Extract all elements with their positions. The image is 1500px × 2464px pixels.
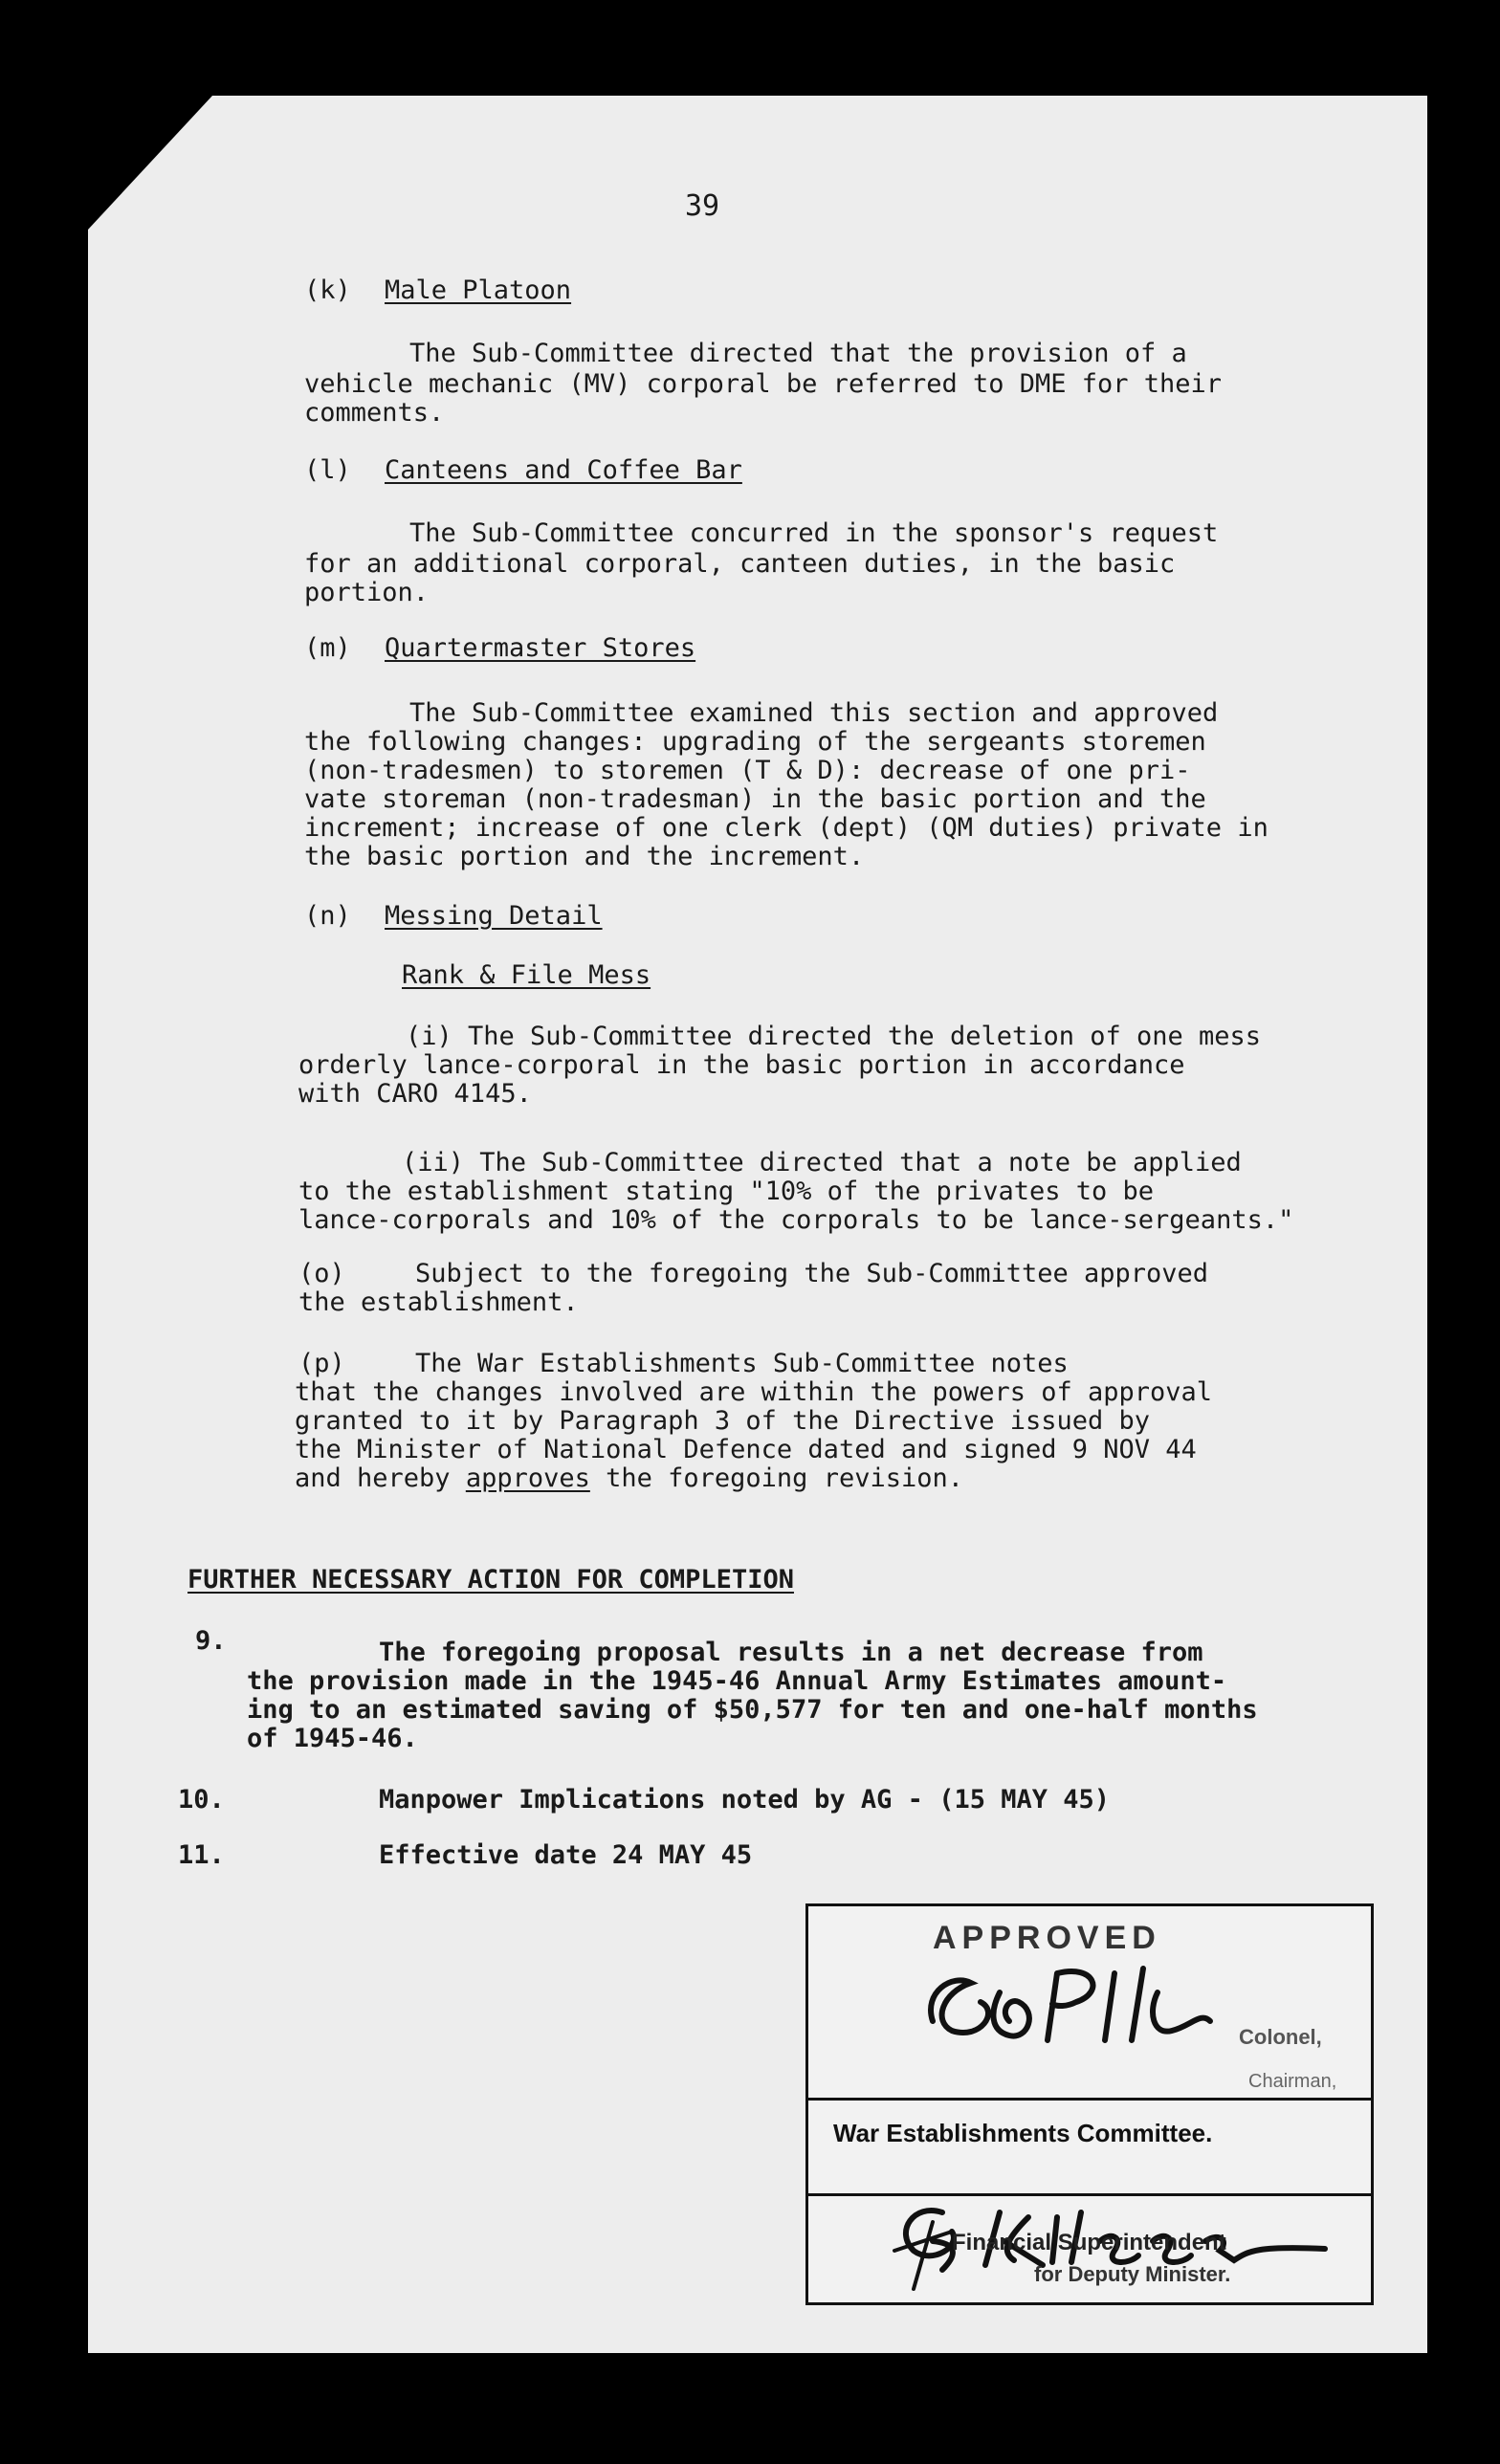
- section-m-line: increment; increase of one clerk (dept) (QM duties) private in: [304, 813, 1268, 843]
- section-p-last-line: [295, 1463, 963, 1494]
- section-o-line: the establishment.: [298, 1287, 579, 1317]
- section-n-marker: (n): [304, 901, 351, 931]
- further-action-heading: FURTHER NECESSARY ACTION FOR COMPLETION: [188, 1565, 794, 1595]
- section-l-line: portion.: [304, 578, 430, 607]
- section-l-heading: Canteens and Coffee Bar: [385, 455, 742, 485]
- section-m-marker: (m): [304, 633, 351, 663]
- stamp-deputy-label: for Deputy Minister.: [1034, 2262, 1231, 2286]
- section-n-i-line: orderly lance-corporal in the basic portion in accordance: [298, 1050, 1185, 1080]
- approves-underlined: approves: [465, 1463, 590, 1493]
- section-p-marker: (p): [298, 1349, 345, 1378]
- section-l-line: for an additional corporal, canteen duties, in the basic: [304, 549, 1176, 579]
- section-k-line: comments.: [304, 398, 445, 428]
- section-n-i-line: with CARO 4145.: [298, 1079, 532, 1109]
- stamp-chairman-label: Chairman,: [1248, 2071, 1337, 2092]
- section-l-line: The Sub-Committee concurred in the sponsor's request: [409, 518, 1219, 548]
- para-9-line: The foregoing proposal results in a net decrease from: [379, 1638, 1203, 1667]
- section-p-line: The War Establishments Sub-Committee notes: [415, 1349, 1069, 1378]
- section-l-marker: (l): [304, 455, 351, 485]
- section-m-line: The Sub-Committee examined this section and approved: [409, 698, 1219, 728]
- section-m-heading: Quartermaster Stores: [385, 633, 696, 663]
- para-9-line: ing to an estimated saving of $50,577 for ten and one-half months: [247, 1695, 1258, 1725]
- page-number: 39: [685, 189, 720, 223]
- para-11-number: 11.: [178, 1840, 225, 1870]
- para-11-text: Effective date 24 MAY 45: [379, 1840, 753, 1870]
- section-n-ii-line: (ii) The Sub-Committee directed that a note be applied: [402, 1148, 1242, 1177]
- section-n-ii-line: to the establishment stating "10% of the privates to be: [298, 1177, 1155, 1206]
- para-10-number: 10.: [178, 1785, 225, 1815]
- section-o-line: Subject to the foregoing the Sub-Committee approved: [415, 1259, 1209, 1288]
- para-10-text: Manpower Implications noted by AG - (15 MAY 45): [379, 1785, 1111, 1815]
- chairman-signature: [914, 1954, 1220, 2069]
- section-k-line: vehicle mechanic (MV) corporal be referred to DME for their: [304, 369, 1223, 399]
- stamp-financial-label: Financial Superintendent: [952, 2230, 1226, 2255]
- section-k-heading: Male Platoon: [385, 275, 572, 305]
- para-9-line: of 1945-46.: [247, 1724, 418, 1753]
- section-n-subheading: Rank & File Mess: [402, 960, 651, 990]
- stamp-committee-label: War Establishments Committee.: [833, 2119, 1213, 2147]
- section-p-line: granted to it by Paragraph 3 of the Directive issued by: [295, 1406, 1151, 1436]
- section-p-last-pre: and hereby: [295, 1463, 466, 1493]
- para-9-number: 9.: [195, 1626, 227, 1656]
- section-m-line: the following changes: upgrading of the sergeants storemen: [304, 727, 1206, 757]
- section-k-marker: (k): [304, 275, 351, 305]
- section-n-heading: Messing Detail: [385, 901, 603, 931]
- section-m-line: the basic portion and the increment.: [304, 842, 865, 871]
- section-m-line: vate storeman (non-tradesman) in the basic portion and the: [304, 784, 1206, 814]
- section-k-line: The Sub-Committee directed that the provision of a: [409, 339, 1187, 368]
- para-9-line: the provision made in the 1945-46 Annual Army Estimates amount-: [247, 1666, 1227, 1696]
- section-p-last-post: the foregoing revision.: [589, 1463, 963, 1493]
- section-o-marker: (o): [298, 1259, 345, 1288]
- stamp-colonel-label: Colonel,: [1239, 2025, 1322, 2049]
- section-p-line: the Minister of National Defence dated and signed 9 NOV 44: [295, 1435, 1197, 1464]
- section-p-line: that the changes involved are within the powers of approval: [295, 1377, 1213, 1407]
- approval-stamp: [805, 1903, 1374, 2305]
- section-m-line: (non-tradesmen) to storemen (T & D): decrease of one pri-: [304, 756, 1191, 785]
- section-n-ii-line: lance-corporals and 10% of the corporals to be lance-sergeants.": [298, 1205, 1294, 1235]
- section-n-i-line: (i) The Sub-Committee directed the deletion of one mess: [406, 1022, 1262, 1051]
- stamp-approved-label: APPROVED: [933, 1920, 1161, 1956]
